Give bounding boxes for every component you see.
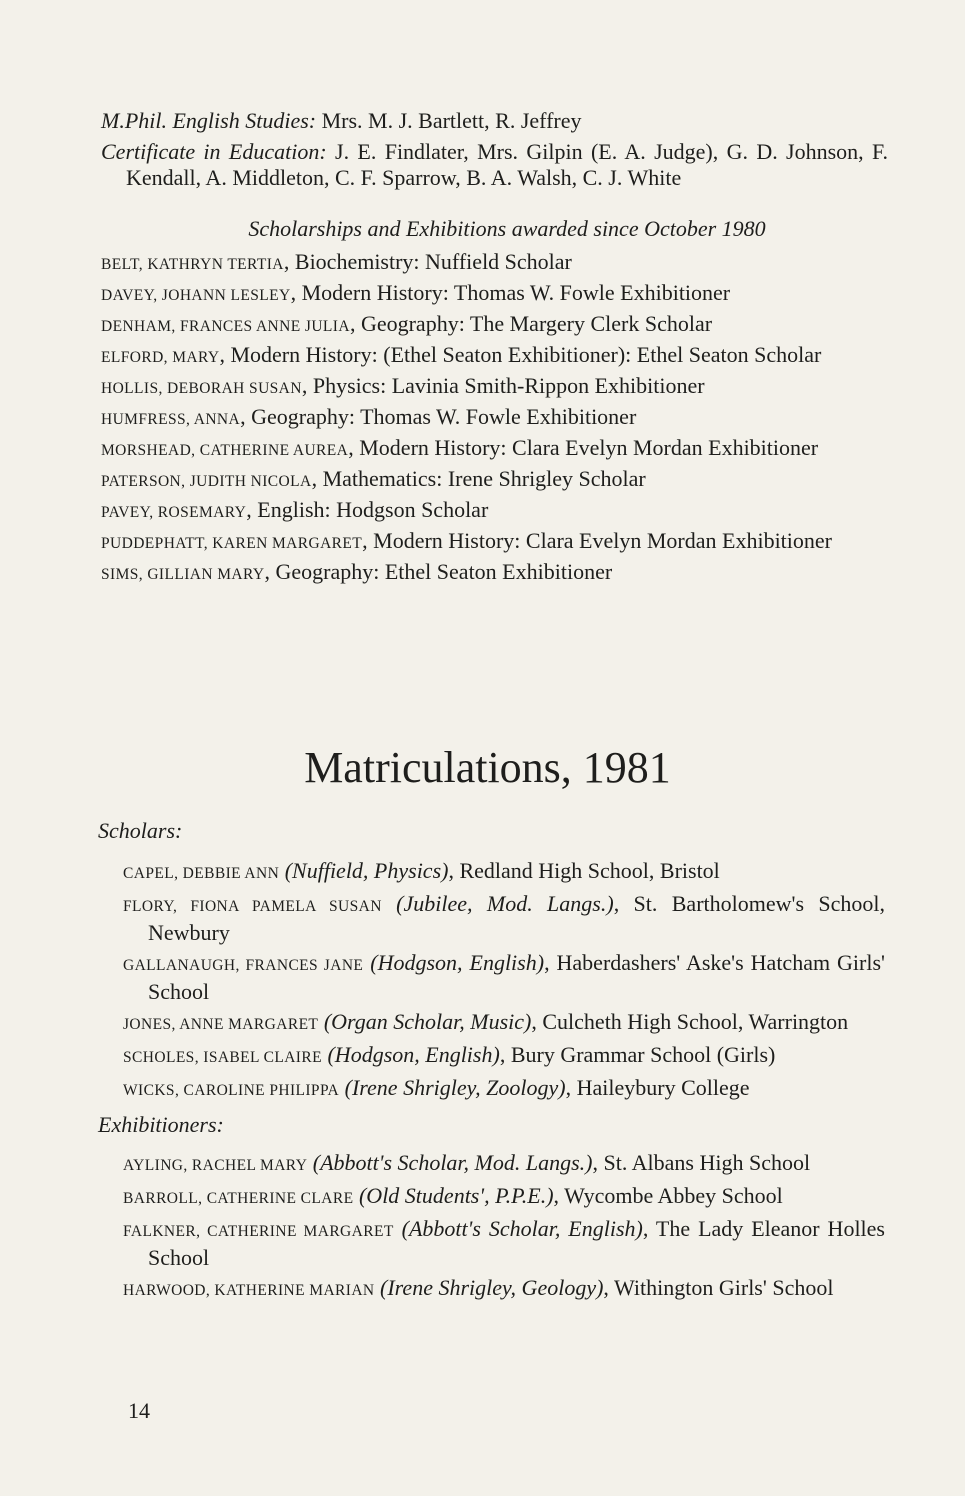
scholar-entry: GALLANAUGH, FRANCES JANE (Hodgson, English), Haberdashers' Aske's Hatcham Girls' School (123, 950, 886, 1004)
degree-entry: Certificate in Education: J. E. Findlater, Mrs. Gilpin (E. A. Judge), G. D. Johnson, F. Kendall, A. Middleton, C. F. Sparrow, B. A. Walsh, C. J. White (101, 139, 889, 190)
exhibitioner-entry: HARWOOD, KATHERINE MARIAN (Irene Shrigley, Geology), Withington Girls' School (123, 1275, 834, 1300)
student-name: DENHAM, FRANCES ANNE JULIA (101, 318, 350, 335)
student-name: BELT, KATHRYN TERTIA (101, 256, 284, 273)
student-name: SIMS, GILLIAN MARY (101, 566, 265, 583)
student-name: AYLING, RACHEL MARY (123, 1157, 308, 1174)
degree-names: J. E. Findlater, Mrs. Gilpin (E. A. Judge), G. D. Johnson, F. Kendall, A. Middleton, C. F. Sparrow, B. A. Walsh, C. J. White (126, 139, 889, 190)
school-name: Wycombe Abbey School (564, 1183, 783, 1208)
award-entry: DENHAM, FRANCES ANNE JULIA, Geography: The Margery Clerk Scholar (101, 311, 713, 336)
degree-entry: M.Phil. English Studies: Mrs. M. J. Bartlett, R. Jeffrey (101, 108, 582, 133)
award-entry: HOLLIS, DEBORAH SUSAN, Physics: Lavinia Smith-Rippon Exhibitioner (101, 373, 705, 398)
award-name: (Hodgson, English) (327, 1042, 500, 1067)
award-entry: DAVEY, JOHANN LESLEY, Modern History: Thomas W. Fowle Exhibitioner (101, 280, 731, 305)
school-name: Redland High School, Bristol (459, 858, 720, 883)
award-detail: Modern History: Clara Evelyn Mordan Exhibitioner (373, 528, 832, 553)
school-name: St. Albans High School (603, 1150, 811, 1175)
student-name: DAVEY, JOHANN LESLEY (101, 287, 291, 304)
award-entry: SIMS, GILLIAN MARY, Geography: Ethel Seaton Exhibitioner (101, 559, 613, 584)
student-name: GALLANAUGH, FRANCES JANE (123, 957, 364, 974)
award-detail: Physics: Lavinia Smith-Rippon Exhibitioner (312, 373, 705, 398)
award-entry: PUDDEPHATT, KAREN MARGARET, Modern History: Clara Evelyn Mordan Exhibitioner (101, 528, 832, 553)
award-detail: English: Hodgson Scholar (257, 497, 489, 522)
student-name: MORSHEAD, CATHERINE AUREA (101, 442, 349, 459)
award-name: (Irene Shrigley, Zoology) (344, 1075, 566, 1100)
school-name: Haileybury College (576, 1075, 750, 1100)
student-name: ELFORD, MARY (101, 349, 220, 366)
award-detail: Geography: Ethel Seaton Exhibitioner (275, 559, 613, 584)
degree-label: M.Phil. English Studies (101, 108, 309, 133)
scholars-heading: Scholars: (98, 818, 183, 843)
student-name: SCHOLES, ISABEL CLAIRE (123, 1049, 322, 1066)
award-detail: Geography: Thomas W. Fowle Exhibitioner (251, 404, 637, 429)
student-name: JONES, ANNE MARGARET (123, 1016, 319, 1033)
student-name: HARWOOD, KATHERINE MARIAN (123, 1282, 375, 1299)
award-entry: BELT, KATHRYN TERTIA, Biochemistry: Nuffield Scholar (101, 249, 572, 274)
award-name: (Abbott's Scholar, English) (401, 1216, 643, 1241)
student-name: FALKNER, CATHERINE MARGARET (123, 1223, 394, 1240)
student-name: PATERSON, JUDITH NICOLA (101, 473, 312, 490)
student-name: BARROLL, CATHERINE CLARE (123, 1190, 354, 1207)
school-name: Withington Girls' School (614, 1275, 834, 1300)
scholar-entry: CAPEL, DEBBIE ANN (Nuffield, Physics), Redland High School, Bristol (123, 858, 720, 883)
degree-and-awards-section (101, 108, 888, 590)
matriculations-section (98, 818, 885, 1308)
student-name: WICKS, CAROLINE PHILIPPA (123, 1082, 340, 1099)
student-name: PUDDEPHATT, KAREN MARGARET (101, 535, 363, 552)
degree-label: Certificate in Education (101, 139, 320, 164)
page-number: 14 (128, 1398, 150, 1423)
award-entry: HUMFRESS, ANNA, Geography: Thomas W. Fowle Exhibitioner (101, 404, 637, 429)
scholar-entry: WICKS, CAROLINE PHILIPPA (Irene Shrigley, Zoology), Haileybury College (123, 1075, 750, 1100)
award-entry: PATERSON, JUDITH NICOLA, Mathematics: Irene Shrigley Scholar (101, 466, 646, 491)
scholar-entry: JONES, ANNE MARGARET (Organ Scholar, Music), Culcheth High School, Warrington (123, 1009, 849, 1034)
award-name: (Old Students', P.P.E.) (358, 1183, 554, 1208)
scholarships-list (101, 249, 888, 588)
exhibitioner-entry: AYLING, RACHEL MARY (Abbott's Scholar, Mod. Langs.), St. Albans High School (123, 1150, 811, 1175)
scholar-entry: FLORY, FIONA PAMELA SUSAN (Jubilee, Mod. Langs.), St. Bartholomew's School, Newbury (123, 891, 885, 945)
award-detail: Biochemistry: Nuffield Scholar (294, 249, 572, 274)
school-name: Culcheth High School, Warrington (542, 1009, 849, 1034)
student-name: CAPEL, DEBBIE ANN (123, 865, 280, 882)
exhibitioner-entry: BARROLL, CATHERINE CLARE (Old Students', P.P.E.), Wycombe Abbey School (123, 1183, 783, 1208)
scholar-entry: SCHOLES, ISABEL CLAIRE (Hodgson, English), Bury Grammar School (Girls) (123, 1042, 776, 1067)
student-name: HUMFRESS, ANNA (101, 411, 241, 428)
award-detail: Mathematics: Irene Shrigley Scholar (322, 466, 646, 491)
scholarships-heading: Scholarships and Exhibitions awarded since October 1980 (248, 216, 766, 241)
school-name: The Lady Eleanor Holles School (148, 1216, 885, 1270)
school-name: Bury Grammar School (Girls) (510, 1042, 776, 1067)
award-detail: Modern History: Thomas W. Fowle Exhibitioner (301, 280, 731, 305)
student-name: FLORY, FIONA PAMELA SUSAN (123, 898, 382, 915)
award-entry: PAVEY, ROSEMARY, English: Hodgson Scholar (101, 497, 489, 522)
award-name: (Hodgson, English) (370, 950, 545, 975)
award-entry: ELFORD, MARY, Modern History: (Ethel Seaton Exhibitioner): Ethel Seaton Scholar (101, 342, 822, 367)
degree-names: Mrs. M. J. Bartlett, R. Jeffrey (321, 108, 582, 133)
exhibitioners-heading: Exhibitioners: (98, 1112, 224, 1137)
school-name: St. Bartholomew's School, Newbury (148, 891, 885, 945)
award-entry: MORSHEAD, CATHERINE AUREA, Modern History: Clara Evelyn Mordan Exhibitioner (101, 435, 819, 460)
school-name: Haberdashers' Aske's Hatcham Girls' School (148, 950, 886, 1004)
award-name: (Irene Shrigley, Geology) (380, 1275, 604, 1300)
student-name: HOLLIS, DEBORAH SUSAN (101, 380, 302, 397)
award-detail: Geography: The Margery Clerk Scholar (360, 311, 713, 336)
award-name: (Abbott's Scholar, Mod. Langs.) (312, 1150, 593, 1175)
award-detail: Modern History: Clara Evelyn Mordan Exhibitioner (359, 435, 819, 460)
student-name: PAVEY, ROSEMARY (101, 504, 247, 521)
exhibitioner-entry: FALKNER, CATHERINE MARGARET (Abbott's Scholar, English), The Lady Eleanor Holles School (123, 1216, 885, 1270)
matriculations-title: Matriculations, 1981 (304, 743, 671, 792)
award-name: (Organ Scholar, Music) (323, 1009, 532, 1034)
award-name: (Nuffield, Physics) (284, 858, 449, 883)
award-detail: Modern History: (Ethel Seaton Exhibitioner): Ethel Seaton Scholar (230, 342, 822, 367)
award-name: (Jubilee, Mod. Langs.) (396, 891, 614, 916)
